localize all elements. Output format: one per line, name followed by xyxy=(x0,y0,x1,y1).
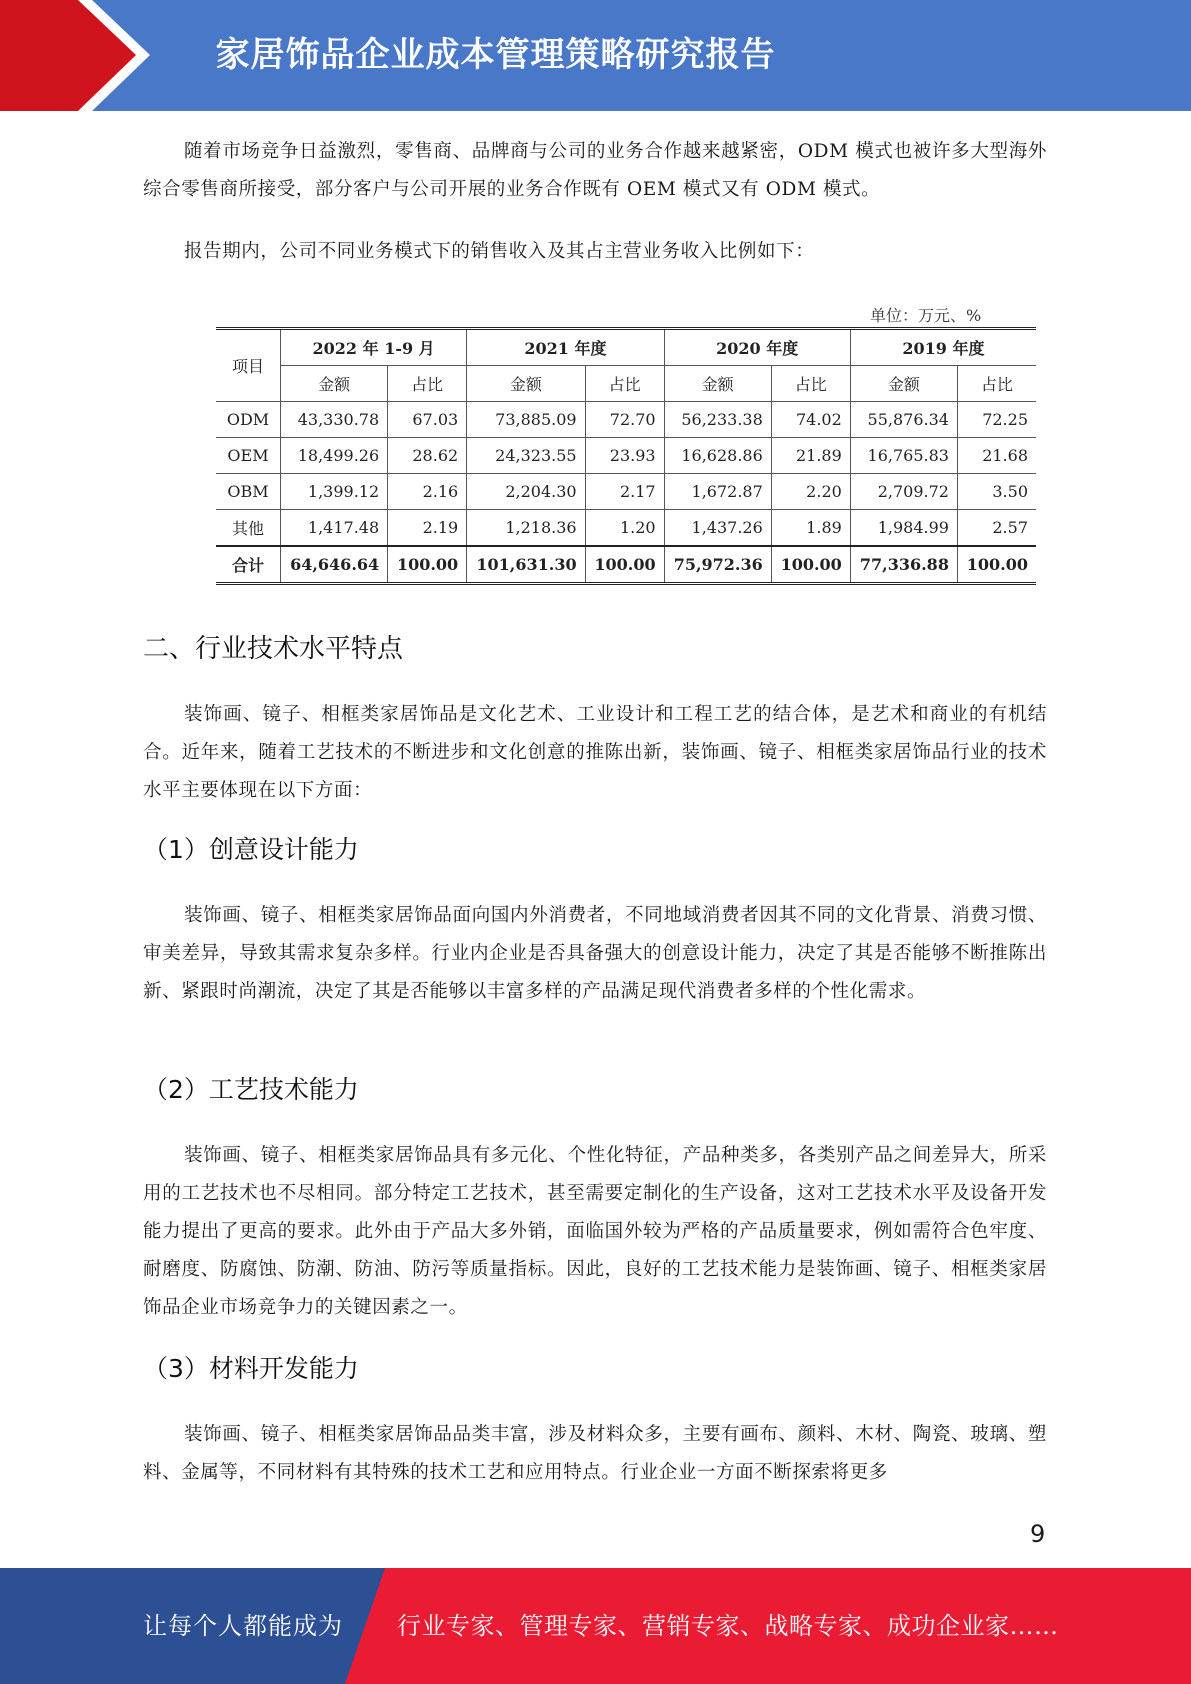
amount-cell: 73,885.09 xyxy=(467,402,585,438)
period-header: 2021 年度 xyxy=(467,329,664,366)
section-paragraph: 装饰画、镜子、相框类家居饰品是文化艺术、工业设计和工程工艺的结合体，是艺术和商业的有机结合。近年来，随着工艺技术的不断进步和文化创意的推陈出新，装饰画、镜子、相框类家居饰品行业的技术水平主要体现在以下方面： xyxy=(143,704,1047,801)
ratio-header: 占比 xyxy=(585,366,664,402)
amount-cell: 77,336.88 xyxy=(850,546,957,584)
amount-cell: 1,399.12 xyxy=(281,474,388,510)
amount-cell: 2,709.72 xyxy=(850,474,957,510)
amount-cell: 1,672.87 xyxy=(664,474,771,510)
ratio-cell: 100.00 xyxy=(388,546,467,584)
amount-cell: 1,417.48 xyxy=(281,510,388,547)
intro-section xyxy=(143,133,1047,209)
ratio-cell: 1.89 xyxy=(771,510,850,547)
ratio-cell: 21.68 xyxy=(957,438,1036,474)
table-header-row xyxy=(216,329,1036,366)
ratio-cell: 2.20 xyxy=(771,474,850,510)
page-number: 9 xyxy=(1030,1520,1046,1548)
ratio-header: 占比 xyxy=(957,366,1036,402)
page-header xyxy=(0,0,1191,111)
subsection-title-1: （1）创意设计能力 xyxy=(143,835,359,864)
amount-cell: 24,323.55 xyxy=(467,438,585,474)
ratio-cell: 2.19 xyxy=(388,510,467,547)
amount-cell: 1,984.99 xyxy=(850,510,957,547)
amount-cell: 18,499.26 xyxy=(281,438,388,474)
section-title: 二、行业技术水平特点 xyxy=(143,634,404,664)
ratio-header: 占比 xyxy=(771,366,850,402)
footer-slogan-left: 让每个人都能成为 xyxy=(143,1612,343,1640)
subsection-title-3: （3）材料开发能力 xyxy=(143,1354,359,1383)
subsection-paragraph-1: 装饰画、镜子、相框类家居饰品面向国内外消费者，不同地域消费者因其不同的文化背景、消费习惯、审美差异，导致其需求复杂多样。行业内企业是否具备强大的创意设计能力，决定了其是否能够不断推陈出新、紧跟时尚潮流，决定了其是否能够以丰富多样的产品满足现代消费者多样的个性化需求。 xyxy=(143,905,1047,1002)
ratio-cell: 72.70 xyxy=(585,402,664,438)
header-chevron-decoration xyxy=(0,0,160,111)
ratio-cell: 67.03 xyxy=(388,402,467,438)
row-label: OEM xyxy=(216,438,281,474)
period-header: 2020 年度 xyxy=(664,329,850,366)
amount-cell: 1,218.36 xyxy=(467,510,585,547)
ratio-cell: 72.25 xyxy=(957,402,1036,438)
row-label: 其他 xyxy=(216,510,281,547)
subsection-paragraph-2: 装饰画、镜子、相框类家居饰品具有多元化、个性化特征，产品种类多，各类别产品之间差异大，所采用的工艺技术也不尽相同。部分特定工艺技术，甚至需要定制化的生产设备，这对工艺技术水平及设备开发能力提出了更高的要求。此外由于产品大多外销，面临国外较为严格的产品质量要求，例如需符合色牢度、耐磨度、防腐蚀、防潮、防油、防污等质量指标。因此，良好的工艺技术能力是装饰画、镜子、相框类家居饰品企业市场竞争力的关键因素之一。 xyxy=(143,1145,1047,1318)
amount-cell: 43,330.78 xyxy=(281,402,388,438)
row-label: ODM xyxy=(216,402,281,438)
ratio-cell: 3.50 xyxy=(957,474,1036,510)
page-footer xyxy=(0,1568,1191,1684)
ratio-cell: 23.93 xyxy=(585,438,664,474)
table-body xyxy=(216,402,1036,584)
period-header: 2019 年度 xyxy=(850,329,1036,366)
table-row xyxy=(216,438,1036,474)
footer-slogan-right: 行业专家、管理专家、营销专家、战略专家、成功企业家…… xyxy=(397,1612,1059,1640)
amount-cell: 101,631.30 xyxy=(467,546,585,584)
row-label: OBM xyxy=(216,474,281,510)
ratio-cell: 2.17 xyxy=(585,474,664,510)
amount-header: 金额 xyxy=(467,366,585,402)
table-unit-note: 单位：万元、% xyxy=(870,306,982,325)
amount-header: 金额 xyxy=(850,366,957,402)
ratio-header: 占比 xyxy=(388,366,467,402)
intro-paragraph-2: 报告期内，公司不同业务模式下的销售收入及其占主营业务收入比例如下： xyxy=(184,241,815,262)
table-subheader-row xyxy=(216,366,1036,402)
header-title-text: 家居饰品企业成本管理策略研究报告 xyxy=(215,35,776,75)
amount-cell: 64,646.64 xyxy=(281,546,388,584)
table-row xyxy=(216,546,1036,584)
amount-cell: 55,876.34 xyxy=(850,402,957,438)
item-header: 项目 xyxy=(216,329,281,402)
amount-header: 金额 xyxy=(664,366,771,402)
amount-cell: 1,437.26 xyxy=(664,510,771,547)
ratio-cell: 2.16 xyxy=(388,474,467,510)
table-row xyxy=(216,474,1036,510)
ratio-cell: 100.00 xyxy=(771,546,850,584)
sales-revenue-table xyxy=(216,327,1036,585)
ratio-cell: 28.62 xyxy=(388,438,467,474)
table-row xyxy=(216,402,1036,438)
amount-header: 金额 xyxy=(281,366,388,402)
row-label: 合计 xyxy=(216,546,281,584)
ratio-cell: 100.00 xyxy=(957,546,1036,584)
subsection-paragraph-3: 装饰画、镜子、相框类家居饰品品类丰富，涉及材料众多，主要有画布、颜料、木材、陶瓷、玻璃、塑料、金属等，不同材料有其特殊的技术工艺和应用特点。行业企业一方面不断探索将更多 xyxy=(143,1424,1047,1483)
amount-cell: 75,972.36 xyxy=(664,546,771,584)
ratio-cell: 100.00 xyxy=(585,546,664,584)
ratio-cell: 2.57 xyxy=(957,510,1036,547)
period-header: 2022 年 1-9 月 xyxy=(281,329,467,366)
ratio-cell: 1.20 xyxy=(585,510,664,547)
amount-cell: 56,233.38 xyxy=(664,402,771,438)
amount-cell: 16,628.86 xyxy=(664,438,771,474)
subsection-title-2: （2）工艺技术能力 xyxy=(143,1075,359,1104)
table-row xyxy=(216,510,1036,547)
intro-paragraph-1: 随着市场竞争日益激烈，零售商、品牌商与公司的业务合作越来越紧密，ODM 模式也被许多大型海外综合零售商所接受，部分客户与公司开展的业务合作既有 OEM 模式又有 ODM 模式。 xyxy=(143,141,1047,200)
amount-cell: 16,765.83 xyxy=(850,438,957,474)
ratio-cell: 74.02 xyxy=(771,402,850,438)
header-title xyxy=(215,0,1191,111)
ratio-cell: 21.89 xyxy=(771,438,850,474)
amount-cell: 2,204.30 xyxy=(467,474,585,510)
